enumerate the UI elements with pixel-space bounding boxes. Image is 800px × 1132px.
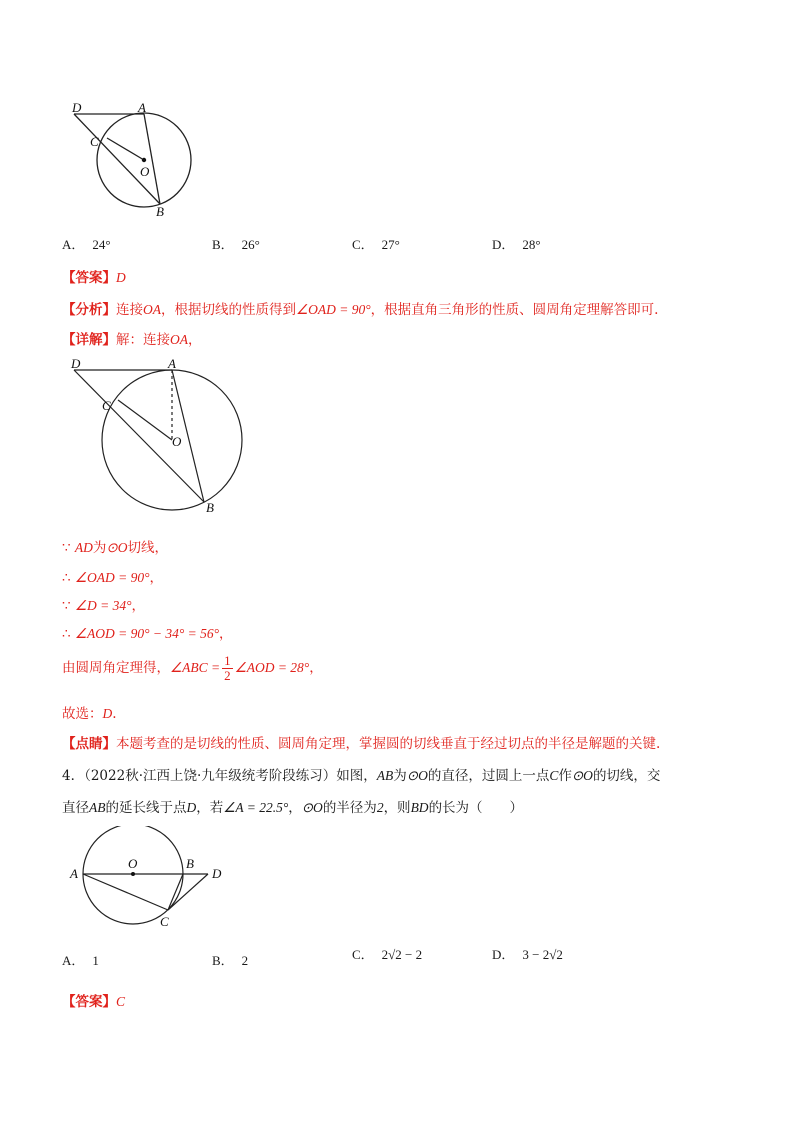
q4-option-b [212,950,248,969]
label-c: C [160,914,169,929]
step-math: ∠OAD = 90° [74,570,150,585]
analysis-label: 【分析】 [62,302,116,318]
label-d: D [72,100,82,115]
fraction-denominator: 2 [224,668,231,683]
q3-option-c [352,234,400,253]
line-cd [168,874,208,910]
analysis-mid: ，根据切线的性质得到 [161,302,296,318]
option-value: 27° [381,237,400,252]
because-symbol: ∵ [62,540,71,556]
q4-text: ，则 [383,800,411,816]
figure-2-svg [68,356,248,518]
label-o: O [140,164,150,179]
because-symbol: ∵ [62,598,71,614]
line-co [118,400,172,440]
option-letter: C． [352,237,374,252]
q4-math-d: D [186,800,197,815]
detail-pre: 解：连接 [116,332,170,348]
q3-analysis [62,298,658,318]
comment-text: 本题考查的是切线的性质、圆周角定理，掌握圆的切线垂直于经过切点的半径是解题的关键. [116,736,661,752]
option-letter: D． [492,947,515,962]
option-value: 2√2 − 2 [381,947,423,962]
option-letter: B． [212,237,234,252]
q3-comment [62,732,660,752]
step-math-circle: ⊙O [106,540,128,555]
figure-3-svg [66,826,236,936]
step-math-abc: ∠ABC = [170,660,221,675]
figure-2 [68,356,248,518]
choose-end: . [112,706,117,722]
question-source: （2022秋·江西上饶·九年级统考阶段练习）如图， [84,768,377,784]
answer-value: C [116,994,126,1009]
q4-math-circle: ⊙O [406,768,428,783]
q4-option-d [492,944,563,963]
label-b: B [206,500,214,515]
line-ac [83,874,168,910]
answer-label: 【答案】 [62,270,116,286]
option-value: 28° [522,237,541,252]
step-post: ， [219,626,233,642]
q3-option-d [492,234,541,253]
q4-text: 的切线，交 [592,768,661,784]
option-letter: D． [492,237,515,252]
label-o: O [128,856,138,871]
label-o: O [172,434,182,449]
question-number: 4． [62,768,85,784]
q3-option-a [62,234,111,253]
step-post: ， [131,598,146,614]
step-math-aod: ∠AOD = 28° [234,660,310,675]
fraction-half [222,654,233,683]
center-dot [131,872,135,876]
step-pre: 由圆周角定理得， [62,660,170,676]
q3-detail [62,328,202,348]
q3-step-2 [62,566,163,586]
label-d: D [212,866,222,881]
q4-stem-line-2 [62,796,523,816]
q4-text: 为 [393,768,407,784]
q4-text: 作 [558,768,572,784]
detail-label: 【详解】 [62,332,116,348]
line-cb [168,874,183,910]
option-value: 24° [92,237,111,252]
center-dot [142,158,146,162]
step-post: ， [309,660,323,676]
therefore-symbol: ∴ [62,626,71,642]
fraction-numerator: 1 [224,653,231,668]
option-letter: C． [352,947,374,962]
detail-post: ， [188,332,202,348]
figure-1 [70,100,200,220]
q4-option-c [352,944,422,963]
q4-text: 直径 [62,800,89,816]
line-db [74,114,160,204]
q3-option-b [212,234,260,253]
q4-text: 的直径，过圆上一点 [427,768,550,784]
q4-text: ，若 [196,800,224,816]
q4-text: 的长为（ ） [428,800,524,816]
q4-math-circle: ⊙O [571,768,593,783]
q4-text: 的延长线于点 [105,800,187,816]
q3-step-4 [62,622,233,642]
q4-math-radius: 2 [376,800,384,815]
q4-stem-line-1 [62,764,660,784]
q3-step-5 [62,654,323,683]
q4-math-ab: AB [376,768,394,783]
step-post: ， [149,570,163,586]
label-d: D [71,356,81,371]
q3-answer [62,266,126,286]
analysis-math-oa: OA [143,302,161,317]
step-math-ad: AD [74,540,93,555]
label-a: A [168,356,176,371]
q4-text: ， [288,800,302,816]
choose-label: 故选： [62,706,103,722]
label-c: C [90,134,99,149]
analysis-post: ，根据直角三角形的性质、圆周角定理解答即可. [370,302,659,318]
answer-label: 【答案】 [62,994,116,1010]
q4-text: 的半径为 [322,800,377,816]
step-math: ∠AOD = 90° − 34° = 56° [74,626,220,641]
option-letter: A． [62,237,85,252]
detail-math-oa: OA [170,332,188,347]
step-math: ∠D = 34° [74,598,132,613]
q4-math-c: C [549,768,559,783]
line-db [74,370,204,502]
label-a: A [138,100,146,115]
figure-3 [66,826,236,936]
comment-label: 【点睛】 [62,736,116,752]
option-letter: A． [62,953,85,968]
figure-1-svg [70,100,200,220]
option-value: 3 − 2√2 [522,947,563,962]
step-mid: 为 [92,540,107,556]
option-value: 26° [241,237,260,252]
q4-math-ab: AB [89,800,106,815]
analysis-math-angle: ∠OAD = 90° [296,302,371,317]
analysis-pre: 连接 [116,302,143,318]
q3-step-3 [62,594,145,614]
q4-option-a [62,950,99,969]
q4-math-angle: ∠A = 22.5° [223,800,289,815]
option-letter: B． [212,953,234,968]
q3-choose [62,702,117,722]
line-co [107,138,144,160]
q4-math-circle: ⊙O [301,800,323,815]
answer-value: D [116,270,126,285]
label-b: B [186,856,194,871]
step-post: 切线， [127,540,168,556]
label-b: B [156,204,164,219]
option-value: 2 [241,953,249,968]
q3-step-1 [62,536,168,556]
label-a: A [70,866,78,881]
q4-math-bd: BD [410,800,429,815]
option-value: 1 [92,953,99,968]
choose-value: D [102,706,113,721]
therefore-symbol: ∴ [62,570,71,586]
q4-answer [62,990,125,1010]
label-c: C [102,398,111,413]
